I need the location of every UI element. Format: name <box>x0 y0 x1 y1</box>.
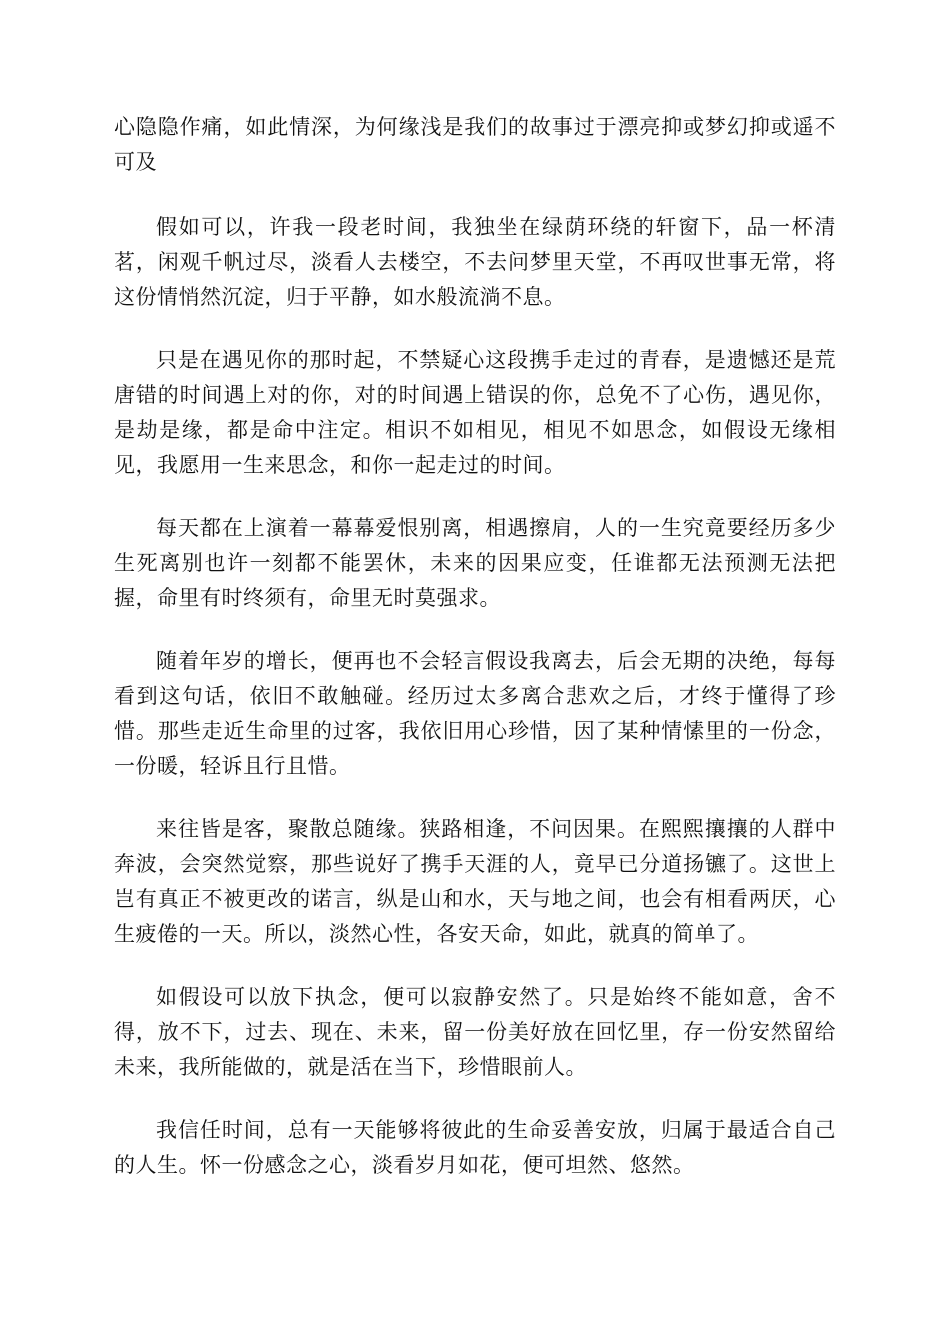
paragraph-8: 我信任时间，总有一天能够将彼此的生命妥善安放，归属于最适合自己的人生。怀一份感念之心，淡看岁月如花，便可坦然、悠然。 <box>114 1118 836 1177</box>
paragraph-1: 心隐隐作痛，如此情深，为何缘浅是我们的故事过于漂亮抑或梦幻抑或遥不可及 <box>114 115 836 174</box>
paragraph-3: 只是在遇见你的那时起，不禁疑心这段携手走过的青春，是遗憾还是荒唐错的时间遇上对的你，对的时间遇上错误的你，总免不了心伤，遇见你，是劫是缘，都是命中注定。相识不如相见，相见不如思念，如假设无缘相见，我愿用一生来思念，和你一起走过的时间。 <box>114 348 836 477</box>
paragraph-4: 每天都在上演着一幕幕爱恨别离，相遇擦肩，人的一生究竟要经历多少生死离别也许一刻都不能罢休，未来的因果应变，任谁都无法预测无法把握，命里有时终须有，命里无时莫强求。 <box>114 516 836 610</box>
paragraph-2: 假如可以，许我一段老时间，我独坐在绿荫环绕的轩窗下，品一杯清茗，闲观千帆过尽，淡看人去楼空，不去问梦里天堂，不再叹世事无常，将这份情悄然沉淀，归于平静，如水般流淌不息。 <box>114 215 836 309</box>
paragraph-6: 来往皆是客，聚散总随缘。狭路相逢，不问因果。在熙熙攘攘的人群中奔波，会突然觉察，那些说好了携手天涯的人，竟早已分道扬镳了。这世上岂有真正不被更改的诺言，纵是山和水，天与地之间，也会有相看两厌，心生疲倦的一天。所以，淡然心性，各安天命，如此，就真的简单了。 <box>114 817 836 946</box>
document-body <box>114 110 836 1211</box>
paragraph-7: 如假设可以放下执念，便可以寂静安然了。只是始终不能如意，舍不得，放不下，过去、现在、未来，留一份美好放在回忆里，存一份安然留给未来，我所能做的，就是活在当下，珍惜眼前人。 <box>114 985 836 1079</box>
paragraph-5: 随着年岁的增长，便再也不会轻言假设我离去，后会无期的决绝，每每看到这句话，依旧不敢触碰。经历过太多离合悲欢之后，才终于懂得了珍惜。那些走近生命里的过客，我依旧用心珍惜，因了某种情愫里的一份念，一份暖，轻诉且行且惜。 <box>114 649 836 778</box>
